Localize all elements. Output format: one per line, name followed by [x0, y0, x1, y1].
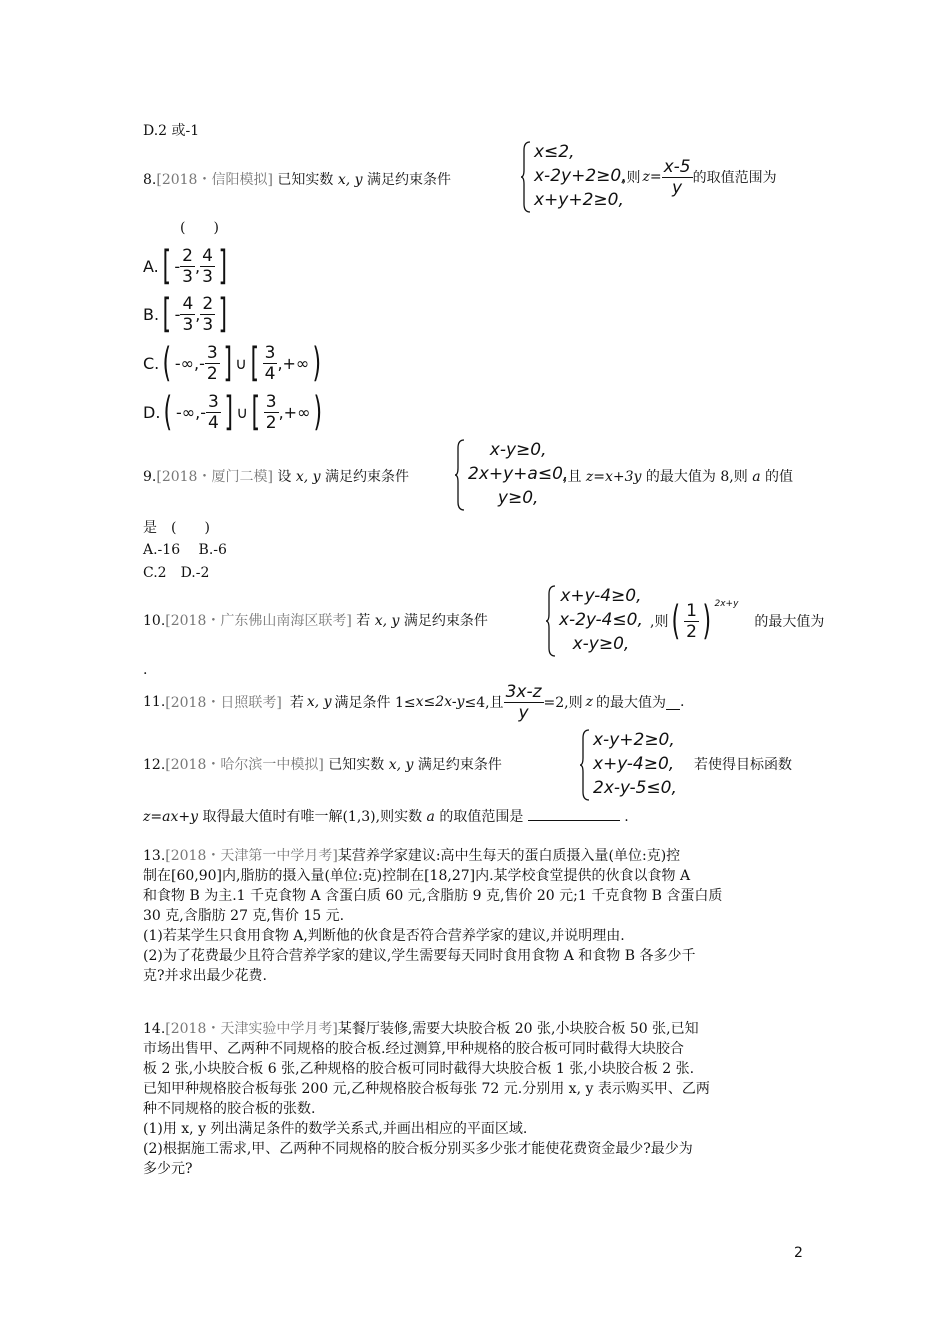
- q13-line-4: 30 克,含脂肪 27 克,售价 15 元.: [143, 908, 345, 924]
- q9-constraint-1: x-y≥0,: [489, 440, 547, 460]
- q12-stem: 12.[2018・哈尔滨一中模拟] 已知实数 x, y 满足约束条件: [143, 757, 502, 773]
- q13-part-1: (1)若某学生只食用食物 A,判断他的伙食是否符合营养学家的建议,并说明理由.: [143, 928, 625, 944]
- q11-fraction: $\frac{3x-z}{y}$: [505, 681, 542, 723]
- q8-answer-paren: ( ): [180, 220, 219, 236]
- q8-option-c: C. ( -∞,- $\frac{3}{2}$ ] ∪ [ $\frac{3}{4}$ ,+∞ ): [143, 340, 322, 386]
- page-number: 2: [794, 1245, 803, 1261]
- q13-paragraph: [143, 846, 813, 986]
- q8-option-a: A. [ - $\frac{2}{3}$ , $\frac{4}{3}$ ]: [143, 243, 227, 289]
- q14-line-3: 板 2 张,小块胶合板 6 张,乙种规格的胶合板可同时截得大块胶合板 1 张,小块胶合板 2 张.: [143, 1061, 695, 1077]
- q10-constraint-1: x+y-4≥0,: [560, 586, 642, 606]
- q10-constraint-2: x-2y-4≤0,: [559, 610, 643, 630]
- q9-constraint-2: 2x+y+a≤0,: [468, 464, 569, 484]
- q10-exponent: 2x+y: [714, 599, 739, 609]
- q10-trailing-period: .: [143, 662, 148, 678]
- q13-line-2: 制在[60,90]内,脂肪的摄入量(单位:克)控制在[18,27]内.某学校食堂提供的伙食以食物 A: [143, 868, 691, 884]
- q12-constraint-system: [579, 728, 699, 802]
- q12-text-c: 若使得目标函数: [694, 757, 792, 773]
- q8-objective: [622, 155, 777, 199]
- q9-objective: ,且 z=x+3y 的最大值为 8,则 a 的值: [563, 469, 793, 485]
- q9-text-shi: 是 ( ): [143, 520, 210, 536]
- q12-constraint-2: x+y-4≥0,: [593, 754, 675, 774]
- q9-options-ab: A.-16 B.-6: [143, 542, 227, 558]
- q8-text-d: 的取值范围为: [692, 170, 777, 186]
- q9-constraint-system: [454, 438, 574, 512]
- q13-line-3: 和食物 B 为主.1 千克食物 A 含蛋白质 60 元,含脂肪 9 克,售价 20 元;1 千克食物 B 含蛋白质: [143, 888, 723, 904]
- q14-part-1: (1)用 x, y 列出满足条件的数学关系式,并画出相应的平面区域.: [143, 1121, 528, 1137]
- left-brace-icon: [520, 140, 532, 214]
- q14-part-2-line-2: 多少元?: [143, 1161, 193, 1177]
- q13-line-1: 13.[2018・天津第一中学月考]某营养学家建议:高中生每天的蛋白质摄入量(单位:克)控: [143, 848, 681, 864]
- q9-options-cd: C.2 D.-2: [143, 565, 210, 581]
- q8-source: [2018・信阳模拟]: [156, 172, 273, 188]
- q14-line-1: 14.[2018・天津实验中学月考]某餐厅装修,需要大块胶合板 20 张,小块胶合板 50 张,已知: [143, 1021, 699, 1037]
- left-brace-icon: [454, 438, 466, 512]
- q10-constraint-3: x-y≥0,: [572, 634, 630, 654]
- left-brace-icon: [545, 584, 557, 658]
- q8-fraction: $\frac{x-5}{y}$: [663, 156, 691, 198]
- q12-line-2: z=ax+y 取得最大值时有唯一解(1,3),则实数 a 的取值范围是 .: [143, 806, 629, 826]
- q10-stem: 10.[2018・广东佛山南海区联考] 若 x, y 满足约束条件: [143, 613, 488, 629]
- q14-line-5: 种不同规格的胶合板的张数.: [143, 1101, 316, 1117]
- q8-stem: [143, 169, 451, 189]
- q8-text-c: ,则: [622, 170, 641, 186]
- q9-stem: 9.[2018・厦门二模] 设 x, y 满足约束条件: [143, 469, 409, 485]
- q12-constraint-1: x-y+2≥0,: [593, 730, 675, 750]
- q14-part-2-line-1: (2)根据施工需求,甲、乙两种不同规格的胶合板分别买多少张才能使花费资金最少?最少为: [143, 1141, 693, 1157]
- q8-number: 8.: [143, 172, 157, 188]
- q8-z-lhs: z=: [642, 169, 662, 185]
- q10-constraint-system: [545, 584, 655, 658]
- q8-constraint-1: x≤2,: [534, 142, 575, 162]
- q13-part-2-line-2: 克?并求出最少花费.: [143, 968, 267, 984]
- q7-option-d: D.2 或-1: [143, 123, 200, 139]
- q14-paragraph: [143, 1019, 813, 1179]
- q8-constraint-2: x-2y+2≥0,: [534, 166, 627, 186]
- q8-constraint-system: [520, 140, 630, 214]
- q11-stem: 11. [2018・日照联考] 若 x, y 满足条件 1≤ x≤2x-y ≤4,且 $\frac{3x-z}{y}$ =2,则 z 的最大值为 .: [143, 681, 685, 723]
- q8-vars: x, y: [337, 172, 363, 188]
- q14-line-4: 已知甲种规格胶合板每张 200 元,乙种规格胶合板每张 72 元.分别用 x, y 表示购买甲、乙两: [143, 1081, 710, 1097]
- q11-answer-blank: [666, 695, 680, 710]
- q14-line-2: 市场出售甲、乙两种不同规格的胶合板.经过测算,甲种规格的胶合板可同时截得大块胶合: [143, 1041, 684, 1057]
- q8-text-a: 已知实数: [277, 172, 334, 188]
- q8-option-d: D. ( -∞,- $\frac{3}{4}$ ] ∪ [ $\frac{3}{2}$ ,+∞ ): [143, 389, 323, 435]
- q8-constraint-3: x+y+2≥0,: [534, 190, 624, 210]
- q10-expression: ,则 ( $\frac{1}{2}$ ) 2x+y 的最大值为: [650, 598, 825, 644]
- left-brace-icon: [579, 728, 591, 802]
- q9-constraint-3: y≥0,: [497, 488, 539, 508]
- q13-part-2-line-1: (2)为了花费最少且符合营养学家的建议,学生需要每天同时食用食物 A 和食物 B 各多少千: [143, 948, 696, 964]
- q12-constraint-3: 2x-y-5≤0,: [593, 778, 677, 798]
- q8-option-b: B. [ - $\frac{4}{3}$ , $\frac{2}{3}$ ]: [143, 291, 228, 337]
- q12-answer-blank: [528, 806, 620, 821]
- q8-text-b: 满足约束条件: [367, 172, 451, 188]
